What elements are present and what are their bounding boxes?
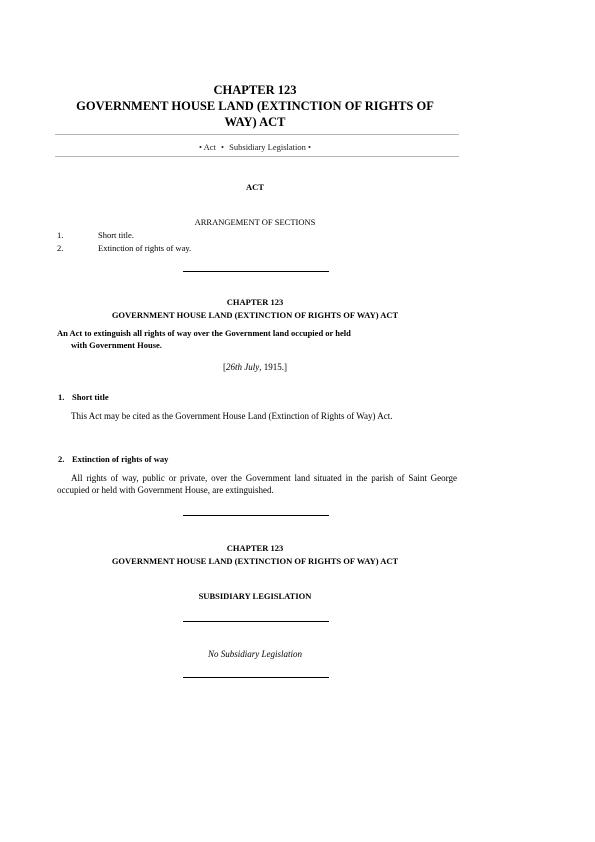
section-nav: [55, 141, 455, 153]
section-text-1: This Act may be cited as the Government House Land (Extinction of Rights of Way) Act.: [71, 411, 393, 421]
toc-item-label: Short title.: [98, 230, 134, 240]
divider-nav: [55, 156, 459, 157]
section-heading-2: [58, 454, 168, 465]
enactment-date: [55, 361, 455, 373]
toc-item[interactable]: [57, 230, 134, 241]
subsidiary-heading: SUBSIDIARY LEGISLATION: [198, 591, 312, 601]
long-title: [57, 327, 461, 351]
date-day: 26th July: [226, 362, 260, 372]
section-heading-1: [58, 392, 109, 403]
nav-bullet: •: [199, 142, 202, 152]
act-heading: ACT: [246, 182, 264, 192]
section-number: 2.: [58, 454, 65, 464]
date-year: , 1915.]: [259, 362, 287, 372]
no-subsidiary-note: No Subsidiary Legislation: [207, 649, 302, 659]
long-title-line-1: An Act to extinguish all rights of way over the Government land occupied or held: [57, 328, 351, 338]
toc-item-number: 1.: [57, 230, 64, 240]
act-title-line-1: GOVERNMENT HOUSE LAND (EXTINCTION OF RIGHTS OF: [76, 99, 434, 113]
nav-bullet: •: [221, 142, 225, 152]
page-title: [55, 82, 455, 130]
toc-item-number: 2.: [57, 243, 64, 253]
section-rule: [183, 621, 329, 622]
toc-item-label: Extinction of rights of way.: [98, 243, 192, 253]
arrangement-heading: ARRANGEMENT OF SECTIONS: [194, 217, 316, 227]
act-body-chapter: CHAPTER 123: [226, 297, 284, 307]
section-rule: [183, 677, 329, 678]
section-title: Short title: [72, 392, 109, 402]
section-number: 1.: [58, 392, 65, 402]
act-body-title: GOVERNMENT HOUSE LAND (EXTINCTION OF RIGHTS OF WAY) ACT: [111, 310, 399, 320]
subsidiary-chapter: CHAPTER 123: [226, 543, 284, 553]
section-text-2: All rights of way, public or private, over the Government land situated in the parish of Saint George occupied or held with Government House, are extinguished.: [57, 473, 457, 495]
chapter-number: CHAPTER 123: [213, 83, 297, 97]
nav-act-link[interactable]: Act: [203, 142, 216, 152]
date-bracket: [: [223, 362, 226, 372]
nav-subsidiary-link[interactable]: Subsidiary Legislation: [229, 142, 306, 152]
divider-top: [55, 134, 459, 135]
nav-bullet: •: [308, 142, 311, 152]
long-title-line-2: with Government House.: [71, 340, 162, 350]
act-title-line-2: WAY) ACT: [224, 115, 286, 129]
section-title: Extinction of rights of way: [72, 454, 169, 464]
subsidiary-act-title: GOVERNMENT HOUSE LAND (EXTINCTION OF RIGHTS OF WAY) ACT: [111, 556, 399, 566]
section-rule: [183, 515, 329, 516]
toc-item[interactable]: [57, 243, 191, 254]
section-rule: [183, 271, 329, 272]
